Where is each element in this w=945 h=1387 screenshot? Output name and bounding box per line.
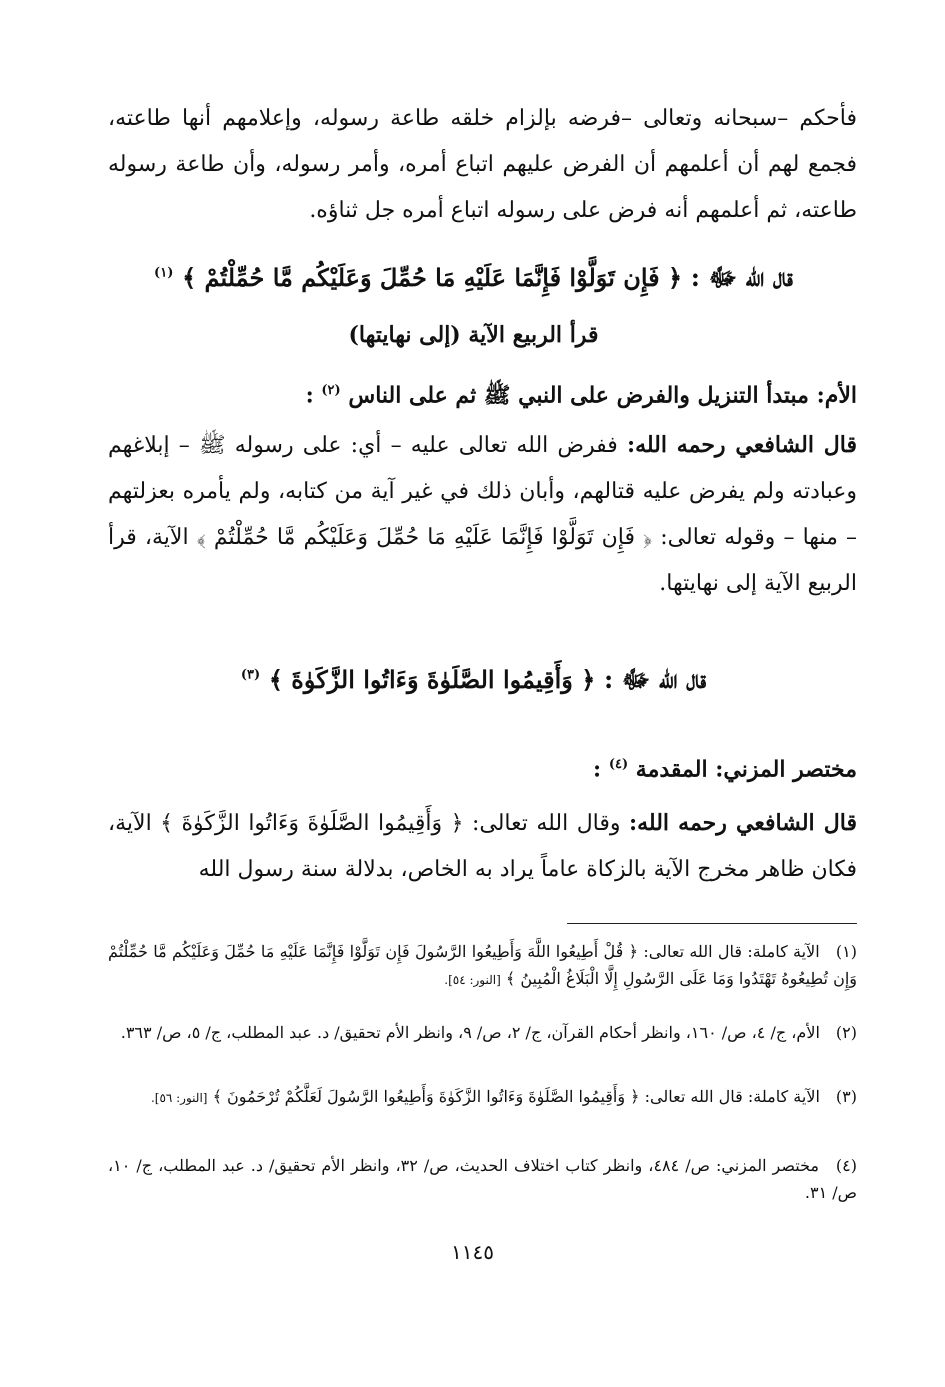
paragraph-3 [108, 800, 857, 893]
section-heading-2-footnote-ref: (٤) [608, 757, 629, 772]
paragraph-2 [108, 422, 857, 607]
footnote-3 [108, 1083, 857, 1112]
footnote-2-text: الأم، ج/ ٤، ص/ ١٦٠، وانظر أحكام القرآن، ج/ ٢، ص/ ٩، وانظر الأم تحقيق/ د. عبد المطلب، ج/ ٥، ص/ ٣٦٣. [120, 1023, 820, 1042]
footnote-1-text: الآية كاملة: قال الله تعالى: ﴿ قُلْ أَطِيعُوا اللَّهَ وَأَطِيعُوا الرَّسُولَ فَإِن تَوَلَّوْا فَإِنَّمَا عَلَيْهِ مَا حُمِّلَ وَعَلَيْكُم مَّا حُمِّلْتُمْ وَإِن تُطِيعُوهُ تَهْتَدُوا وَمَا عَلَى الرَّسُولِ إِلَّا الْبَلَاغُ الْمُبِينُ ﴾ [108, 942, 857, 988]
paragraph-3-lead: قال الشافعي رحمه الله: [629, 810, 858, 836]
rabi-recitation-note: قرأ الربيع الآية (إلى نهايتها) [348, 322, 599, 348]
footnote-separator [567, 923, 857, 924]
footnote-4-number: (٤) [835, 1156, 858, 1175]
verse-2-line [90, 664, 857, 701]
footnote-2 [108, 1019, 857, 1046]
section-heading-1 [108, 368, 857, 418]
verse-2-intro: قال الله ﷻ : [604, 665, 707, 694]
paragraph-1: فأحكم –سبحانه وتعالى –فرضه بإلزام خلقه طاعة رسوله، وإعلامهم أنها طاعته، فجمع لهم أن أعلمهم أن الفرض عليهم اتباع أمره، وأمر رسوله، وأن طاعة رسوله طاعته، ثم أعلمهم أنه فرض على رسوله اتباع أمره جل ثناؤه. [108, 106, 857, 223]
footnote-3-citation: [النور: ٥٦]. [150, 1091, 208, 1105]
verse-2-text: ﴿ وَأَقِيمُوا الصَّلَوٰةَ وَءَاتُوا الزَّكَوٰةَ ﴾ [268, 665, 596, 694]
paragraph-3-body: وقال الله تعالى: ﴿ وَأَقِيمُوا الصَّلَوٰةَ وَءَاتُوا الزَّكَوٰةَ ﴾ الآية، فكان ظاهر مخرج الآية بالزكاة عاماً يراد به الخاص، بدلالة سنة رسول الله [108, 811, 857, 882]
section-heading-2-tail: : [593, 756, 602, 783]
section-heading-1-tail: : [305, 382, 314, 409]
section-heading-2-text: مختصر المزني: المقدمة [635, 756, 857, 783]
verse-1-text: ﴿ فَإِن تَوَلَّوْا فَإِنَّمَا عَلَيْهِ مَا حُمِّلَ وَعَلَيْكُم مَّا حُمِّلْتُمْ ﴾ [182, 263, 683, 292]
footnote-1-number: (١) [835, 942, 857, 961]
footnote-1-citation: [النور: ٥٤]. [444, 973, 501, 987]
verse-2-footnote-ref: (٣) [240, 667, 261, 683]
paragraph-2-body: ففرض الله تعالى عليه – أي: على رسوله ﷺ – إبلاغهم وعبادته ولم يفرض عليه قتالهم، وأبان ذلك في غير آية من كتابه، ولم يأمره بعزلتهم – منها – وقوله تعالى: ﴿ فَإِن تَوَلَّوْا فَإِنَّمَا عَلَيْهِ مَا حُمِّلَ وَعَلَيْكُم مَّا حُمِّلْتُمْ ﴾ الآية، قرأ الربيع الآية إلى نهايتها. [108, 433, 857, 596]
footnote-4-text: مختصر المزني: ص/ ٤٨٤، وانظر كتاب اختلاف الحديث، ص/ ٣٢، وانظر الأم تحقيق/ د. عبد المطلب، ج/ ١٠، ص/ ٣١. [108, 1156, 857, 1202]
footnote-3-number: (٣) [835, 1087, 857, 1106]
section-heading-1-footnote-ref: (٢) [321, 383, 341, 398]
verse-1-footnote-ref: (١) [154, 265, 174, 281]
footnote-2-number: (٢) [835, 1023, 857, 1042]
verse-1-line [90, 262, 857, 299]
verse-1-intro: قال الله ﷻ : [690, 263, 793, 292]
section-heading-2 [108, 742, 857, 792]
footnote-1 [108, 938, 857, 994]
page-number: ١١٤٥ [451, 1240, 494, 1264]
footnote-3-text: الآية كاملة: قال الله تعالى: ﴿ وَأَقِيمُوا الصَّلَوٰةَ وَءَاتُوا الزَّكَوٰةَ وَأَطِيعُوا الرَّسُولَ لَعَلَّكُمْ تُرْحَمُونَ ﴾ [212, 1087, 820, 1106]
footnote-4 [108, 1152, 857, 1206]
section-heading-1-text: الأم: مبتدأ التنزيل والفرض على النبي ﷺ ثم على الناس [348, 382, 857, 409]
paragraph-2-lead: قال الشافعي رحمه الله: [626, 432, 858, 458]
